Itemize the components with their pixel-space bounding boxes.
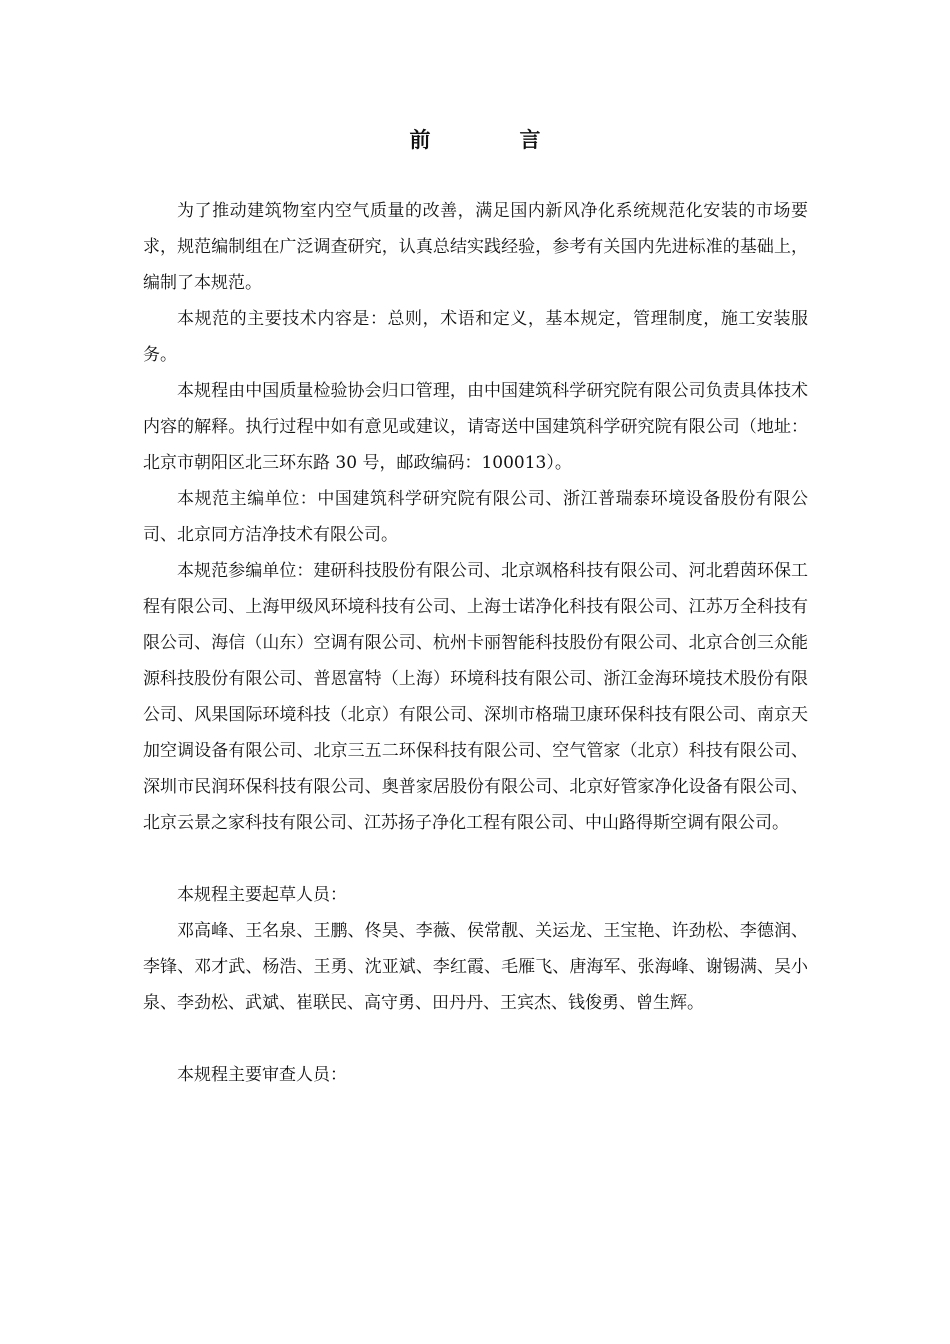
paragraph-chief-editors: 本规范主编单位：中国建筑科学研究院有限公司、浙江普瑞泰环境设备股份有限公司、北京同方洁净技术有限公司。: [143, 489, 808, 545]
drafters-label: 本规程主要起草人员：: [177, 885, 347, 905]
document-body: [143, 193, 808, 1093]
paragraph-management: 本规程由中国质量检验协会归口管理，由中国建筑科学研究院有限公司负责具体技术内容的解释。执行过程中如有意见或建议，请寄送中国建筑科学研究院有限公司（地址：北京市朝阳区北三环东路 30 号，邮政编码：100013）。: [143, 381, 808, 473]
section-spacer: [143, 841, 808, 877]
drafters-list: 邓高峰、王名泉、王鹏、佟昊、李薇、侯常靓、关运龙、王宝艳、许劲松、李德润、李锋、邓才武、杨浩、王勇、沈亚斌、李红霞、毛雁飞、唐海军、张海峰、谢锡满、吴小泉、李劲松、武斌、崔联民、高守勇、田丹丹、王宾杰、钱俊勇、曾生辉。: [143, 921, 808, 1013]
paragraph-participants: 本规范参编单位：建研科技股份有限公司、北京飒格科技有限公司、河北碧茵环保工程有限公司、上海甲级风环境科技有公司、上海士诺净化科技有限公司、江苏万全科技有限公司、海信（山东）空调有限公司、杭州卡丽智能科技股份有限公司、北京合创三众能源科技股份有限公司、普恩富特（上海）环境科技有限公司、浙江金海环境技术股份有限公司、风果国际环境科技（北京）有限公司、深圳市格瑞卫康环保科技有限公司、南京天加空调设备有限公司、北京三五二环保科技有限公司、空气管家（北京）科技有限公司、深圳市民润环保科技有限公司、奥普家居股份有限公司、北京好管家净化设备有限公司、北京云景之家科技有限公司、江苏扬子净化工程有限公司、中山路得斯空调有限公司。: [143, 561, 808, 833]
reviewers-label: 本规程主要审查人员：: [177, 1065, 347, 1085]
paragraph-main-content: 本规范的主要技术内容是：总则，术语和定义，基本规定，管理制度，施工安装服务。: [143, 309, 808, 365]
page-title: 前 言: [409, 127, 575, 152]
section-spacer: [143, 1021, 808, 1057]
paragraph-purpose: 为了推动建筑物室内空气质量的改善，满足国内新风净化系统规范化安装的市场要求，规范编制组在广泛调查研究，认真总结实践经验，参考有关国内先进标准的基础上，编制了本规范。: [143, 201, 808, 293]
